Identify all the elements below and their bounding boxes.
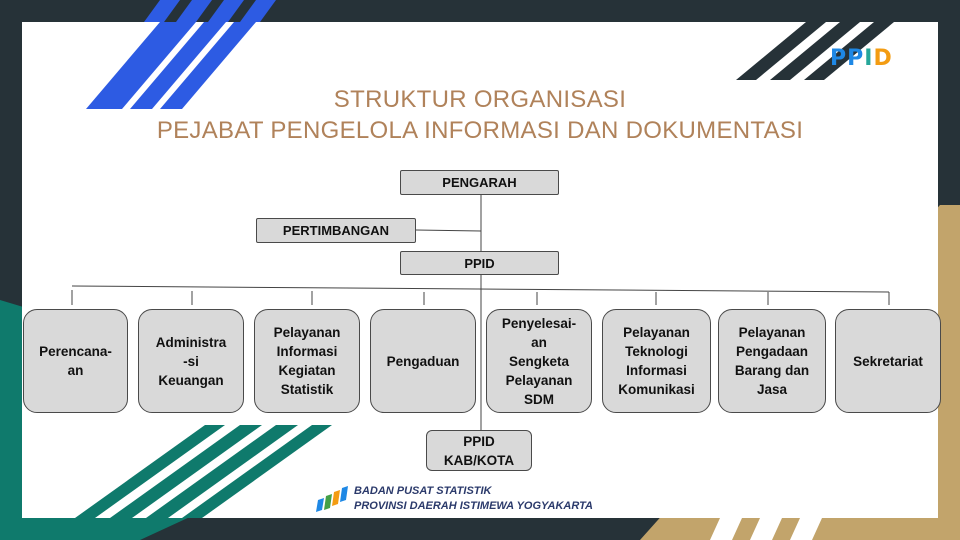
title-line-1: STRUKTUR ORGANISASI — [333, 86, 627, 113]
node-ppid: PPID — [400, 251, 559, 275]
logo-pp-text: PP — [830, 45, 865, 71]
unit-administrasi-keuangan — [138, 309, 244, 413]
title-line-2: PEJABAT PENGELOLA INFORMASI DAN DOKUMENTASI — [156, 117, 804, 144]
unit-label: Pelayanan Teknologi Informasi Komunikasi — [618, 325, 695, 397]
logo-i-text: I — [864, 45, 874, 71]
logo-d-text: D — [873, 45, 893, 71]
unit-label: Pelayanan Informasi Kegiatan Statistik — [273, 325, 341, 397]
pertimbangan-link — [416, 230, 481, 231]
unit-label: Administra -si Keuangan — [155, 334, 227, 388]
unit-perencanaan — [23, 309, 128, 413]
unit-label: Pengaduan — [386, 353, 460, 369]
node-pengarah: PENGARAH — [400, 170, 559, 195]
unit-label: Pelayanan Pengadaan Barang dan Jasa — [734, 325, 810, 397]
footer-line-1: BADAN PUSAT STATISTIK — [354, 485, 492, 497]
unit-label: Perencana- an — [39, 344, 112, 378]
footer-bps — [316, 484, 593, 514]
ppid-kab-label: PPID KAB/KOTA — [443, 433, 515, 468]
node-pertimbangan: PERTIMBANGAN — [256, 218, 416, 243]
unit-pelayanan-pengadaan — [718, 309, 826, 413]
unit-penyelesaian-sengketa — [486, 309, 592, 413]
bps-logo-icon — [316, 486, 348, 512]
footer-line-2: PROVINSI DAERAH ISTIMEWA YOGYAKARTA — [354, 500, 593, 512]
unit-pengaduan — [370, 309, 476, 413]
unit-label: Penyelesai- an Sengketa Pelayanan SDM — [501, 315, 577, 407]
node-ppid-kab-kota — [426, 430, 532, 471]
unit-sekretariat — [835, 309, 941, 413]
unit-label: Sekretariat — [853, 353, 923, 369]
unit-pelayanan-informasi-statistik — [254, 309, 360, 413]
unit-pelayanan-tik — [602, 309, 711, 413]
